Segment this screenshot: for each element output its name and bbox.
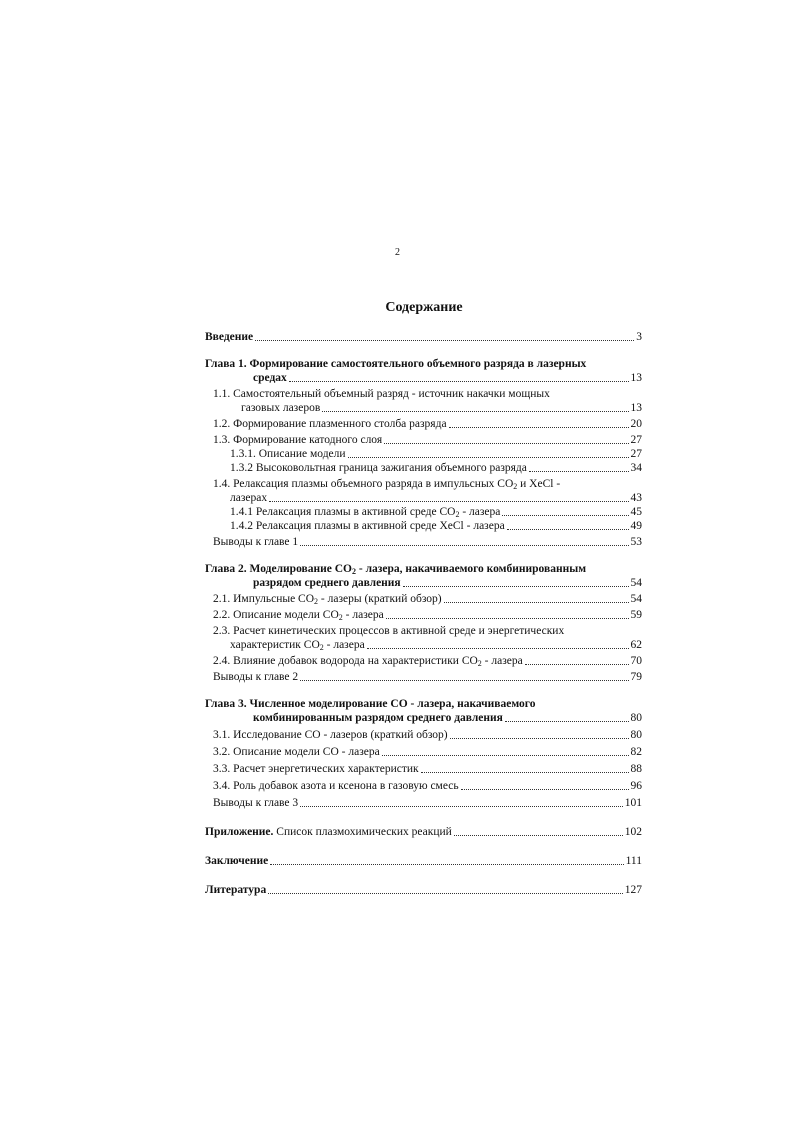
dot-leader (322, 411, 628, 412)
toc-entry-conclusions-2[interactable] (205, 670, 642, 684)
toc-page: 88 (630, 763, 642, 775)
toc-entry-1-3[interactable] (205, 433, 642, 447)
toc-label: Выводы к главе 2 (213, 671, 299, 683)
dot-leader (502, 515, 628, 516)
toc-entry-2-2[interactable] (205, 608, 642, 622)
toc-page: 27 (630, 448, 642, 460)
toc-label: 2.2. Описание модели $CO_2$ - лазера (213, 609, 384, 622)
toc-label-cont: характеристик $CO_2$ - лазера (230, 639, 365, 652)
toc-page: 43 (630, 492, 642, 504)
dot-leader (289, 381, 629, 382)
toc-page: 62 (630, 639, 642, 651)
toc-label: 1.1. Самостоятельный объемный разряд - источник накачки мощных (213, 388, 550, 400)
toc-label: Заключение (205, 855, 269, 867)
page-number: 2 (395, 247, 400, 258)
toc-page: 79 (630, 671, 642, 683)
toc-label: 3.4. Роль добавок азота и ксенона в газовую смесь (213, 780, 459, 792)
dot-leader (507, 529, 629, 530)
toc-label: Выводы к главе 1 (213, 536, 299, 548)
toc-entry-1-4-1[interactable] (205, 505, 642, 519)
dot-leader (505, 721, 629, 722)
toc-entry-chapter-2[interactable] (205, 562, 642, 590)
toc-entry-chapter-1[interactable] (205, 357, 642, 385)
toc-page: 127 (624, 884, 642, 896)
toc-entry-1-3-2[interactable] (205, 461, 642, 475)
dot-leader (255, 340, 634, 341)
toc-label: 3.1. Исследование CO - лазеров (краткий обзор) (213, 729, 448, 741)
toc-entry-2-4[interactable] (205, 654, 642, 668)
toc-label-cont: средах (253, 372, 287, 384)
toc-page: 59 (630, 609, 642, 621)
toc-label: 1.3. Формирование катодного слоя (213, 434, 383, 446)
toc-label: 1.3.1. Описание модели (230, 448, 346, 460)
toc-label: Литература (205, 884, 267, 896)
toc-page: 20 (630, 418, 642, 430)
dot-leader (525, 664, 629, 665)
toc-label: 1.4. Релаксация плазмы объемного разряда в импульсных $CO_2$ и XeCl - (213, 478, 561, 491)
toc-entry-literature[interactable] (205, 883, 642, 897)
toc-label: 3.2. Описание модели CO - лазера (213, 746, 380, 758)
toc-label: 1.3.2 Высоковольтная граница зажигания объемного разряда (230, 462, 527, 474)
toc-page: 102 (624, 826, 642, 838)
toc-label: 3.3. Расчет энергетических характеристик (213, 763, 419, 775)
toc-label-cont: газовых лазеров (241, 402, 321, 414)
table-of-contents (205, 330, 642, 897)
dot-leader (386, 618, 629, 619)
toc-entry-conclusion[interactable] (205, 854, 642, 868)
toc-page: 80 (630, 712, 642, 724)
dot-leader (461, 789, 629, 790)
toc-page: 82 (630, 746, 642, 758)
dot-leader (268, 893, 623, 894)
toc-label: Глава 3. Численное моделирование CO - лазера, накачиваемого (205, 698, 536, 710)
toc-entry-conclusions-1[interactable] (205, 535, 642, 549)
dot-leader (300, 545, 628, 546)
toc-label-cont: комбинированным разрядом среднего давления (253, 712, 503, 724)
dot-leader (270, 864, 623, 865)
toc-page: 101 (624, 797, 642, 809)
toc-label: Выводы к главе 3 (213, 797, 299, 809)
dot-leader (450, 738, 629, 739)
toc-page: 3 (636, 331, 642, 343)
toc-page: 70 (630, 655, 642, 667)
dot-leader (403, 586, 629, 587)
toc-label: 1.2. Формирование плазменного столба разряда (213, 418, 447, 430)
toc-label: 1.4.1 Релаксация плазмы в активной среде $CO_2$ - лазера (230, 506, 501, 519)
toc-entry-3-4[interactable] (205, 779, 642, 793)
toc-entry-1-1[interactable] (205, 387, 642, 415)
dot-leader (367, 648, 629, 649)
toc-entry-chapter-3[interactable] (205, 697, 642, 725)
toc-page: 54 (630, 593, 642, 605)
dot-leader (529, 471, 629, 472)
toc-entry-1-4-2[interactable] (205, 519, 642, 533)
toc-label: 2.1. Импульсные $CO_2$ - лазеры (краткий обзор) (213, 593, 442, 606)
dot-leader (444, 602, 629, 603)
toc-label-cont: лазерах (230, 492, 268, 504)
toc-page: 80 (630, 729, 642, 741)
toc-entry-3-1[interactable] (205, 728, 642, 742)
toc-entry-1-2[interactable] (205, 417, 642, 431)
toc-label: Приложение. Список плазмохимических реакций (205, 826, 452, 838)
toc-page: 96 (630, 780, 642, 792)
toc-page: 53 (630, 536, 642, 548)
toc-page: 54 (630, 577, 642, 589)
toc-page: 111 (625, 855, 642, 867)
toc-entry-1-3-1[interactable] (205, 447, 642, 461)
toc-page: 27 (630, 434, 642, 446)
toc-label: 2.4. Влияние добавок водорода на характеристики $CO_2$ - лазера (213, 655, 523, 668)
toc-label: 1.4.2 Релаксация плазмы в активной среде XeCl - лазера (230, 520, 505, 532)
toc-entry-appendix[interactable] (205, 825, 642, 839)
dot-leader (384, 443, 628, 444)
dot-leader (300, 806, 623, 807)
dot-leader (348, 457, 629, 458)
toc-label: Глава 2. Моделирование $CO_2$ - лазера, накачиваемого комбинированным (205, 563, 587, 576)
toc-entry-3-3[interactable] (205, 762, 642, 776)
toc-page: 13 (630, 372, 642, 384)
toc-label: Глава 1. Формирование самостоятельного объемного разряда в лазерных (205, 358, 587, 370)
dot-leader (269, 501, 628, 502)
toc-entry-2-1[interactable] (205, 592, 642, 606)
page-title: Содержание (385, 300, 463, 315)
toc-label: Введение (205, 331, 254, 343)
toc-page: 49 (630, 520, 642, 532)
toc-label: 2.3. Расчет кинетических процессов в активной среде и энергетических (213, 625, 565, 637)
toc-entry-conclusions-3[interactable] (205, 796, 642, 810)
dot-leader (454, 835, 623, 836)
toc-entry-1-4[interactable] (205, 477, 642, 505)
dot-leader (300, 680, 628, 681)
toc-label-cont: разрядом среднего давления (253, 577, 401, 589)
dot-leader (421, 772, 629, 773)
toc-entry-intro[interactable] (205, 330, 642, 344)
dot-leader (382, 755, 629, 756)
toc-page: 13 (630, 402, 642, 414)
toc-entry-3-2[interactable] (205, 745, 642, 759)
toc-page: 34 (630, 462, 642, 474)
dot-leader (449, 427, 629, 428)
toc-entry-2-3[interactable] (205, 624, 642, 652)
toc-page: 45 (630, 506, 642, 518)
